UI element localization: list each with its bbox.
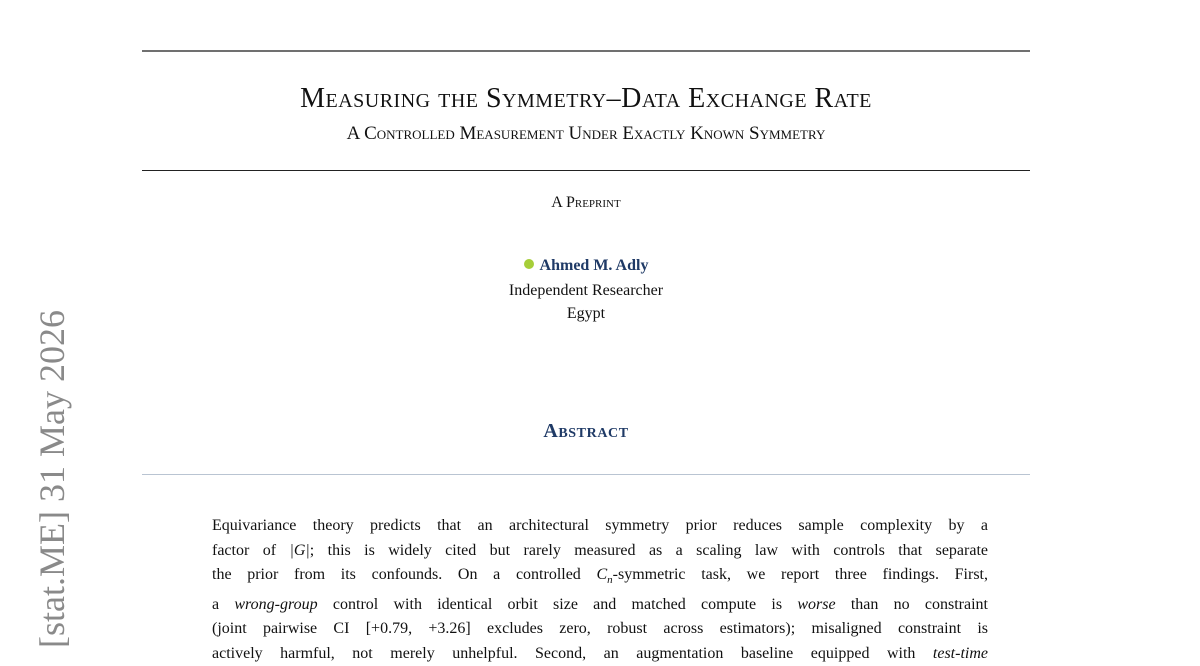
emphasis-text: wrong-group: [234, 595, 318, 613]
author-affiliation: Independent Researcher: [508, 282, 664, 299]
abstract-text: control with identical orbit size and matched compute is: [317, 595, 798, 613]
orcid-icon[interactable]: [524, 259, 534, 269]
abstract-text: a: [212, 595, 235, 613]
abstract-text: ; this is widely cited but rarely measured as a scaling law with controls that separate: [309, 541, 988, 559]
author-name[interactable]: Ahmed M. Adly: [539, 257, 649, 274]
abstract-line: [212, 617, 988, 642]
abstract-text: excludes zero, robust across estimators); misaligned constraint is: [470, 620, 988, 638]
abstract-line: [212, 642, 988, 666]
abstract-text: the prior from its confounds. On a controlled: [212, 566, 597, 583]
preprint-label: A Preprint: [551, 194, 621, 211]
paper-subtitle: A Controlled Measurement Under Exactly Known Symmetry: [346, 123, 826, 144]
abstract-text: (joint pairwise CI: [212, 620, 366, 638]
author-line: [142, 255, 1030, 277]
author-country: Egypt: [566, 305, 606, 322]
abstract-text: actively harmful, not merely unhelpful. Second, an augmentation baseline equipped with: [212, 644, 933, 662]
abstract-text: factor of: [212, 541, 290, 559]
abstract-line: [212, 539, 988, 564]
title-rule: [142, 170, 1030, 171]
abstract-heading: Abstract: [543, 420, 629, 442]
abstract-text: than no constraint: [835, 595, 989, 613]
math-cyclic-group: C: [596, 566, 608, 583]
abstract-line: [212, 563, 988, 593]
math-confidence-interval: [+0.79, +3.26]: [365, 620, 471, 638]
math-group-order: |G|: [289, 541, 310, 559]
top-rule: [142, 50, 1030, 52]
abstract-body: [212, 514, 988, 666]
math-subscript: n: [607, 574, 613, 587]
abstract-line: [212, 593, 988, 618]
emphasis-text: worse: [797, 595, 836, 613]
abstract-text: -symmetric task, we report three findings. First,: [612, 566, 988, 583]
arxiv-side-stamp: [stat.ME] 31 May 2026: [32, 310, 72, 648]
abstract-rule: [142, 474, 1030, 475]
abstract-line: Equivariance theory predicts that an architectural symmetry prior reduces sample complexity by a: [212, 517, 988, 534]
paper-title: Measuring the Symmetry–Data Exchange Rate: [300, 83, 872, 114]
emphasis-text: test-time: [932, 644, 988, 662]
